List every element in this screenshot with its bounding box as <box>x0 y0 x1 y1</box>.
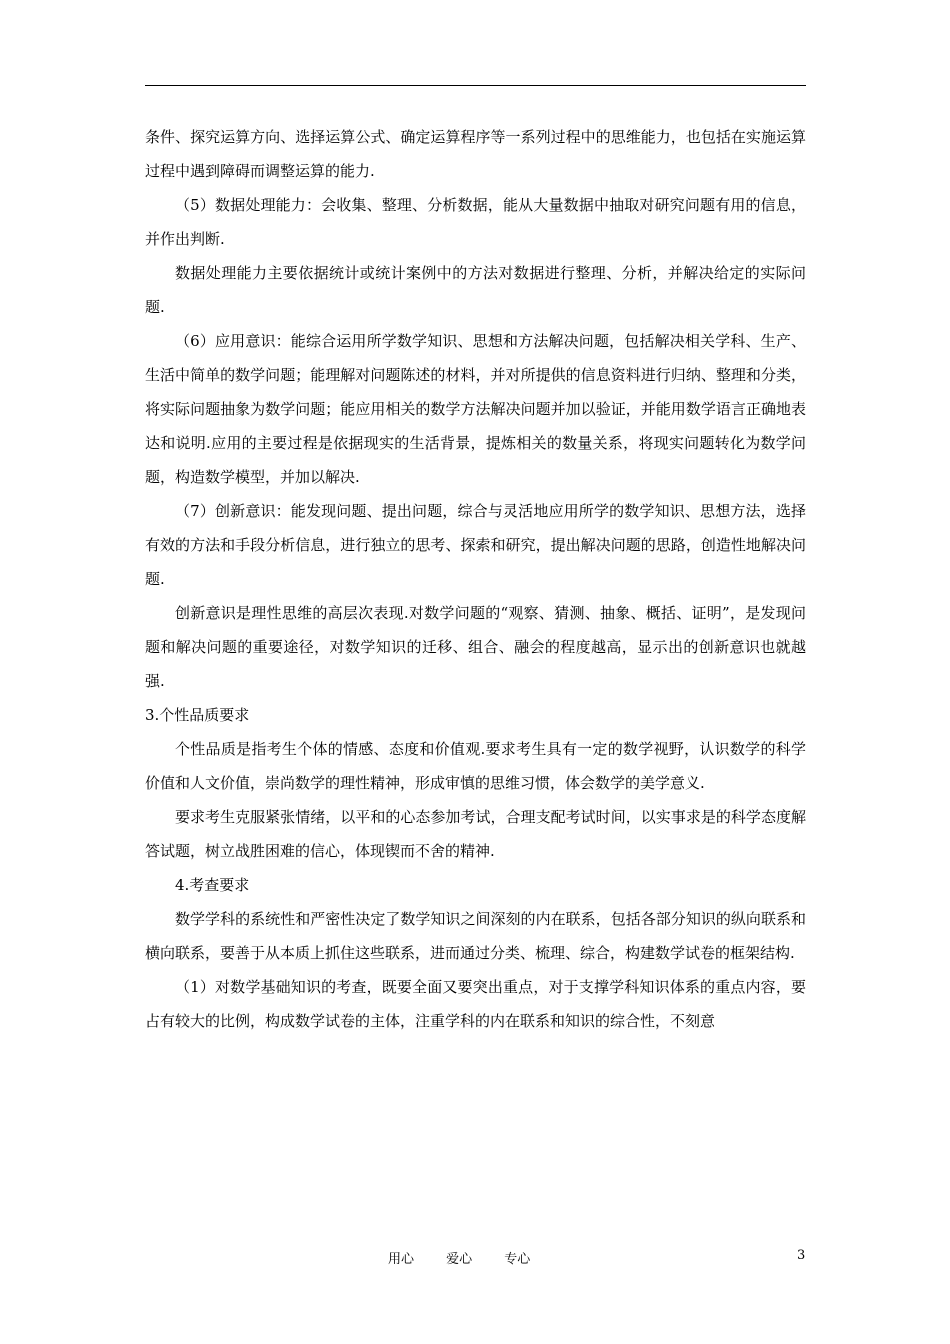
header-rule <box>145 85 806 86</box>
section-heading: 3.个性品质要求 <box>145 706 250 724</box>
document-body <box>145 120 806 1038</box>
paragraph: 要求考生克服紧张情绪，以平和的心态参加考试，合理支配考试时间，以实事求是的科学态度解答试题，树立战胜困难的信心，体现锲而不舍的精神. <box>145 808 806 860</box>
paragraph: （1）对数学基础知识的考查，既要全面又要突出重点，对于支撑学科知识体系的重点内容，要占有较大的比例，构成数学试卷的主体，注重学科的内在联系和知识的综合性，不刻意 <box>145 978 806 1030</box>
paragraph: （7）创新意识：能发现问题、提出问题，综合与灵活地应用所学的数学知识、思想方法，选择有效的方法和手段分析信息，进行独立的思考、探索和研究，提出解决问题的思路，创造性地解决问题. <box>145 502 806 588</box>
page-number: 3 <box>797 1248 806 1263</box>
footer-motto: 用心 爱心 专心 <box>388 1252 531 1267</box>
paragraph: 条件、探究运算方向、选择运算公式、确定运算程序等一系列过程中的思维能力，也包括在实施运算过程中遇到障碍而调整运算的能力. <box>145 128 806 180</box>
paragraph: （6）应用意识：能综合运用所学数学知识、思想和方法解决问题，包括解决相关学科、生产、生活中简单的数学问题；能理解对问题陈述的材料，并对所提供的信息资料进行归纳、整理和分类，将实际问题抽象为数学问题；能应用相关的数学方法解决问题并加以验证，并能用数学语言正确地表达和说明.应用的主要过程是依据现实的生活背景，提炼相关的数量关系，将现实问题转化为数学问题，构造数学模型，并加以解决. <box>145 332 806 486</box>
paragraph: （5）数据处理能力：会收集、整理、分析数据，能从大量数据中抽取对研究问题有用的信息，并作出判断. <box>145 196 806 248</box>
page-footer <box>0 1248 950 1268</box>
paragraph: 数据处理能力主要依据统计或统计案例中的方法对数据进行整理、分析，并解决给定的实际问题. <box>145 264 806 316</box>
section-heading: 4.考查要求 <box>175 876 250 894</box>
paragraph: 创新意识是理性思维的高层次表现.对数学问题的“观察、猜测、抽象、概括、证明”，是发现问题和解决问题的重要途径，对数学知识的迁移、组合、融会的程度越高，显示出的创新意识也就越强. <box>145 604 806 690</box>
paragraph: 个性品质是指考生个体的情感、态度和价值观.要求考生具有一定的数学视野，认识数学的科学价值和人文价值，崇尚数学的理性精神，形成审慎的思维习惯，体会数学的美学意义. <box>145 740 806 792</box>
paragraph: 数学学科的系统性和严密性决定了数学知识之间深刻的内在联系，包括各部分知识的纵向联系和横向联系，要善于从本质上抓住这些联系，进而通过分类、梳理、综合，构建数学试卷的框架结构. <box>145 910 806 962</box>
